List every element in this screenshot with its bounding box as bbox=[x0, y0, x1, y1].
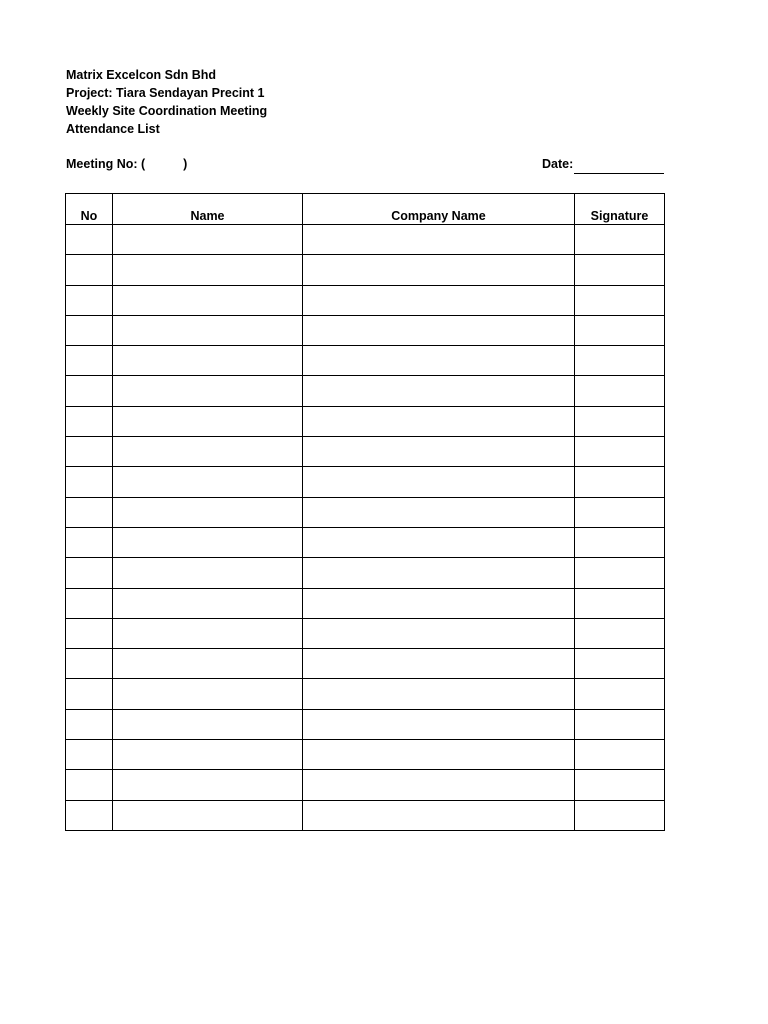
company-name: Matrix Excelcon Sdn Bhd bbox=[66, 68, 217, 82]
table-body bbox=[66, 225, 665, 831]
cell-name bbox=[113, 588, 303, 618]
cell-name bbox=[113, 740, 303, 770]
cell-name bbox=[113, 467, 303, 497]
cell-no bbox=[66, 740, 113, 770]
cell-name bbox=[113, 346, 303, 376]
cell-company-name bbox=[303, 285, 575, 315]
cell-name bbox=[113, 527, 303, 557]
cell-signature bbox=[575, 497, 665, 527]
cell-company-name bbox=[303, 467, 575, 497]
cell-name bbox=[113, 376, 303, 406]
cell-signature bbox=[575, 437, 665, 467]
meeting-number-field bbox=[66, 157, 187, 171]
cell-signature bbox=[575, 588, 665, 618]
cell-company-name bbox=[303, 437, 575, 467]
cell-signature bbox=[575, 649, 665, 679]
meeting-info-row bbox=[66, 157, 664, 177]
table-row bbox=[66, 437, 665, 467]
cell-company-name bbox=[303, 800, 575, 830]
cell-company-name bbox=[303, 406, 575, 436]
cell-no bbox=[66, 558, 113, 588]
document-header bbox=[66, 66, 267, 138]
table-row bbox=[66, 558, 665, 588]
table-row bbox=[66, 285, 665, 315]
cell-name bbox=[113, 497, 303, 527]
column-header-company-name: Company Name bbox=[303, 194, 575, 225]
cell-no bbox=[66, 315, 113, 345]
cell-name bbox=[113, 315, 303, 345]
cell-no bbox=[66, 618, 113, 648]
cell-name bbox=[113, 558, 303, 588]
cell-name bbox=[113, 285, 303, 315]
cell-name bbox=[113, 649, 303, 679]
cell-no bbox=[66, 709, 113, 739]
table-header-row bbox=[66, 194, 665, 225]
cell-signature bbox=[575, 770, 665, 800]
table-row bbox=[66, 315, 665, 345]
meeting-number-label: Meeting No: ( bbox=[66, 157, 146, 171]
column-header-name: Name bbox=[113, 194, 303, 225]
cell-no bbox=[66, 406, 113, 436]
cell-no bbox=[66, 527, 113, 557]
table-row bbox=[66, 376, 665, 406]
cell-company-name bbox=[303, 649, 575, 679]
table-row bbox=[66, 255, 665, 285]
column-header-no: No bbox=[66, 194, 113, 225]
cell-signature bbox=[575, 679, 665, 709]
cell-name bbox=[113, 225, 303, 255]
cell-signature bbox=[575, 315, 665, 345]
table-row bbox=[66, 406, 665, 436]
cell-name bbox=[113, 679, 303, 709]
cell-name bbox=[113, 770, 303, 800]
cell-company-name bbox=[303, 497, 575, 527]
table-row bbox=[66, 649, 665, 679]
cell-signature bbox=[575, 467, 665, 497]
cell-no bbox=[66, 225, 113, 255]
cell-signature bbox=[575, 255, 665, 285]
table-row bbox=[66, 770, 665, 800]
cell-signature bbox=[575, 346, 665, 376]
table-row bbox=[66, 497, 665, 527]
cell-no bbox=[66, 437, 113, 467]
cell-company-name bbox=[303, 558, 575, 588]
cell-no bbox=[66, 467, 113, 497]
cell-no bbox=[66, 800, 113, 830]
cell-company-name bbox=[303, 315, 575, 345]
cell-name bbox=[113, 709, 303, 739]
table-row bbox=[66, 346, 665, 376]
meeting-title: Weekly Site Coordination Meeting bbox=[66, 104, 268, 118]
table-row bbox=[66, 709, 665, 739]
table-row bbox=[66, 800, 665, 830]
attendance-table bbox=[65, 193, 665, 831]
cell-no bbox=[66, 497, 113, 527]
cell-no bbox=[66, 649, 113, 679]
cell-company-name bbox=[303, 709, 575, 739]
list-title: Attendance List bbox=[66, 122, 160, 136]
cell-signature bbox=[575, 709, 665, 739]
cell-company-name bbox=[303, 740, 575, 770]
table-row bbox=[66, 467, 665, 497]
cell-signature bbox=[575, 800, 665, 830]
cell-no bbox=[66, 588, 113, 618]
date-label: Date: bbox=[542, 157, 574, 171]
table-row bbox=[66, 618, 665, 648]
cell-signature bbox=[575, 285, 665, 315]
table-row bbox=[66, 740, 665, 770]
table-row bbox=[66, 225, 665, 255]
cell-name bbox=[113, 406, 303, 436]
cell-no bbox=[66, 255, 113, 285]
meeting-number-close: ) bbox=[183, 157, 188, 171]
cell-no bbox=[66, 376, 113, 406]
cell-company-name bbox=[303, 255, 575, 285]
cell-signature bbox=[575, 527, 665, 557]
cell-name bbox=[113, 255, 303, 285]
cell-signature bbox=[575, 406, 665, 436]
cell-company-name bbox=[303, 527, 575, 557]
cell-signature bbox=[575, 740, 665, 770]
project-name: Project: Tiara Sendayan Precint 1 bbox=[66, 86, 265, 100]
cell-company-name bbox=[303, 618, 575, 648]
table-row bbox=[66, 527, 665, 557]
cell-name bbox=[113, 800, 303, 830]
cell-signature bbox=[575, 376, 665, 406]
cell-company-name bbox=[303, 346, 575, 376]
cell-signature bbox=[575, 225, 665, 255]
cell-signature bbox=[575, 558, 665, 588]
table-row bbox=[66, 588, 665, 618]
cell-name bbox=[113, 437, 303, 467]
cell-company-name bbox=[303, 588, 575, 618]
cell-no bbox=[66, 346, 113, 376]
cell-company-name bbox=[303, 376, 575, 406]
cell-no bbox=[66, 770, 113, 800]
cell-company-name bbox=[303, 679, 575, 709]
cell-no bbox=[66, 679, 113, 709]
cell-no bbox=[66, 285, 113, 315]
cell-name bbox=[113, 618, 303, 648]
column-header-signature: Signature bbox=[575, 194, 665, 225]
date-blank-line bbox=[574, 173, 664, 174]
cell-company-name bbox=[303, 770, 575, 800]
cell-company-name bbox=[303, 225, 575, 255]
cell-signature bbox=[575, 618, 665, 648]
table-row bbox=[66, 679, 665, 709]
